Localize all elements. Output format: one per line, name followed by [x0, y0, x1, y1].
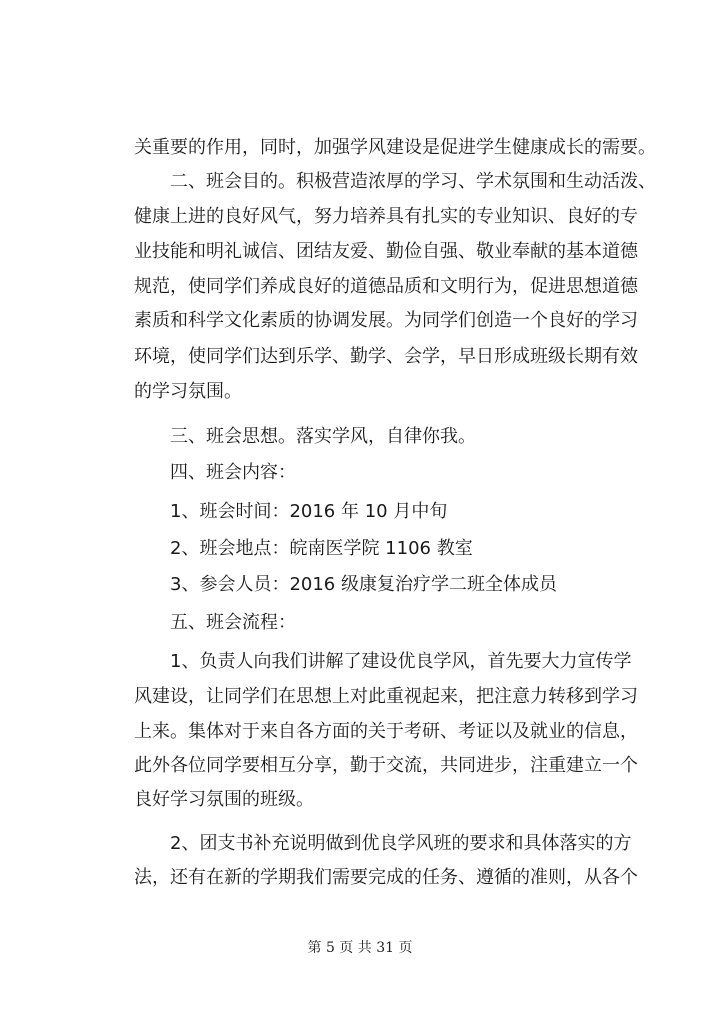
text-line: 上来。集体对于来自各方面的关于考研、考证以及就业的信息， — [134, 721, 638, 742]
text-line: 良好学习氛围的班级。 — [134, 789, 314, 810]
text-line: 四、班会内容： — [170, 462, 296, 483]
text-line: 2、班会地点：皖南医学院 1106 教室 — [170, 538, 473, 559]
text-line: 2、团支书补充说明做到优良学风班的要求和具体落实的方 — [170, 833, 632, 854]
text-line: 1、班会时间：2016 年 10 月中旬 — [170, 501, 448, 522]
text-line: 的学习氛围。 — [134, 381, 242, 402]
text-line: 五、班会流程： — [170, 612, 296, 633]
text-line: 素质和科学文化素质的协调发展。为同学们创造一个良好的学习 — [134, 310, 638, 331]
text-line: 1、负责人向我们讲解了建设优良学风，首先要大力宣传学 — [170, 651, 632, 672]
text-line: 业技能和明礼诚信、团结友爱、勤俭自强、敬业奉献的基本道德 — [134, 241, 638, 262]
text-line: 风建设，让同学们在思想上对此重视起来，把注意力转移到学习 — [134, 686, 638, 707]
text-line: 规范，使同学们养成良好的道德品质和文明行为，促进思想道德 — [134, 276, 638, 297]
text-line: 法，还有在新的学期我们需要完成的任务、遵循的准则，从各个 — [134, 867, 638, 888]
text-line: 健康上进的良好风气，努力培养具有扎实的专业知识、良好的专 — [134, 206, 638, 227]
text-line: 三、班会思想。落实学风，自律你我。 — [170, 426, 476, 447]
text-line: 二、班会目的。积极营造浓厚的学习、学术氛围和生动活泼、 — [170, 171, 656, 192]
text-line: 关重要的作用，同时，加强学风建设是促进学生健康成长的需要。 — [134, 137, 656, 158]
text-line: 3、参会人员：2016 级康复治疗学二班全体成员 — [170, 574, 557, 595]
text-line: 此外各位同学要相互分享，勤于交流，共同进步，注重建立一个 — [134, 755, 638, 776]
text-line: 环境，使同学们达到乐学、勤学、会学，早日形成班级长期有效 — [134, 346, 638, 367]
page-number-footer: 第 5 页 共 31 页 — [307, 940, 413, 956]
